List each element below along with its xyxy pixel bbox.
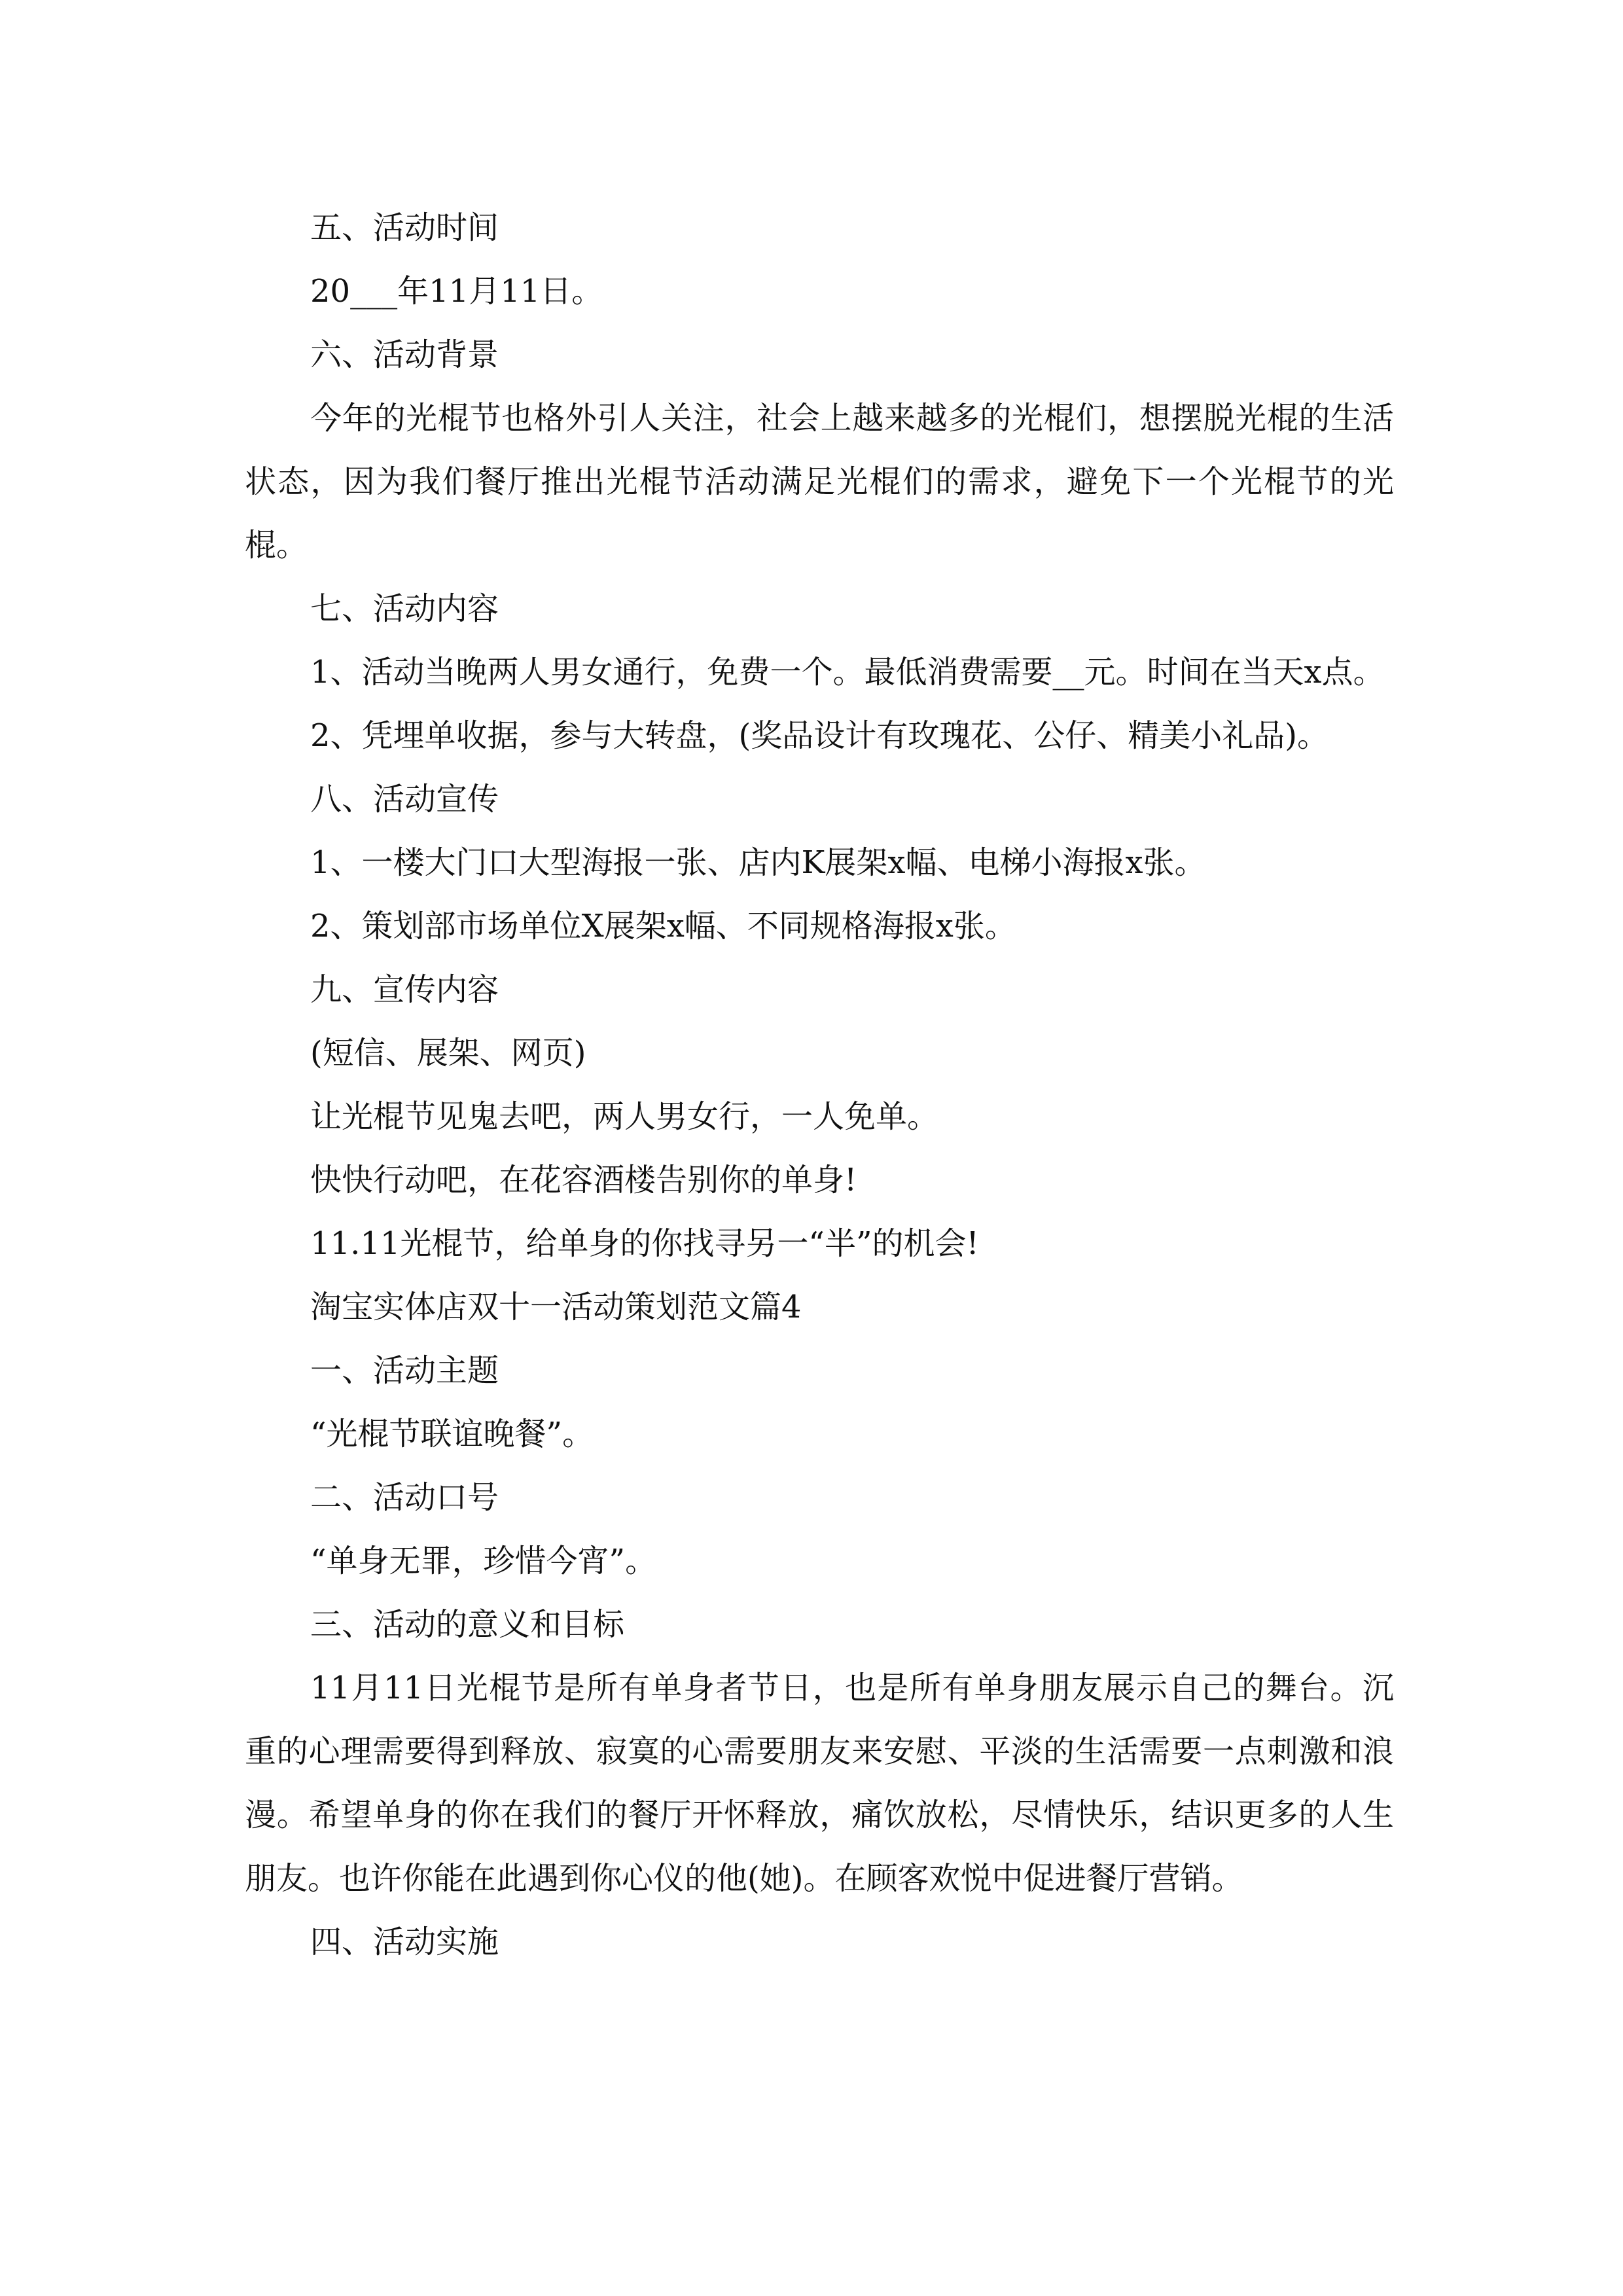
slogan-line-2: 快快行动吧，在花容酒楼告别你的单身! (310, 1162, 857, 1198)
section-heading-promotion: 八、活动宣传 (310, 781, 499, 817)
section-heading-background: 六、活动背景 (310, 336, 499, 373)
theme-text: “光棍节联谊晚餐”。 (310, 1416, 594, 1452)
slogan-line-3: 11.11光棍节，给单身的你找寻另一“半”的机会! (310, 1225, 979, 1262)
section-heading-implementation: 四、活动实施 (310, 1924, 499, 1960)
section-heading-time: 五、活动时间 (310, 209, 499, 246)
document-body (245, 196, 1394, 1974)
content-item-1: 1、活动当晚两人男女通行，免费一个。最低消费需要__元。时间在当天x点。 (310, 654, 1385, 691)
section-heading-promotion-content: 九、宣传内容 (310, 971, 499, 1008)
section-heading-purpose: 三、活动的意义和目标 (310, 1606, 625, 1643)
section-heading-content: 七、活动内容 (310, 590, 499, 627)
content-item-2: 2、凭埋单收据，参与大转盘，(奖品设计有玫瑰花、公仔、精美小礼品)。 (310, 717, 1329, 754)
article-title-4: 淘宝实体店双十一活动策划范文篇4 (310, 1289, 802, 1325)
promotion-item-1: 1、一楼大门口大型海报一张、店内K展架x幅、电梯小海报x张。 (310, 844, 1206, 881)
slogan-line-1: 让光棍节见鬼去吧，两人男女行，一人免单。 (310, 1098, 939, 1135)
promotion-channels: (短信、展架、网页) (310, 1035, 586, 1071)
purpose-paragraph: 11月11日光棍节是所有单身者节日，也是所有单身朋友展示自己的舞台。沉重的心理需要得到释放、寂寞的心需要朋友来安慰、平淡的生活需要一点刺激和浪漫。希望单身的你在我们的餐厅开怀释放，痛饮放松，尽情快乐，结识更多的人生朋友。也许你能在此遇到你心仪的他(她)。在顾客欢悦中促进餐厅营销。 (245, 1670, 1394, 1897)
slogan-text: “单身无罪，珍惜今宵”。 (310, 1543, 657, 1579)
background-paragraph: 今年的光棍节也格外引人关注，社会上越来越多的光棍们，想摆脱光棍的生活状态，因为我们餐厅推出光棍节活动满足光棍们的需求，避免下一个光棍节的光棍。 (245, 400, 1394, 564)
section-heading-theme: 一、活动主题 (310, 1352, 499, 1389)
section-heading-slogan: 二、活动口号 (310, 1479, 499, 1516)
promotion-item-2: 2、策划部市场单位X展架x幅、不同规格海报x张。 (310, 908, 1016, 944)
activity-date: 20___年11月11日。 (310, 273, 603, 310)
